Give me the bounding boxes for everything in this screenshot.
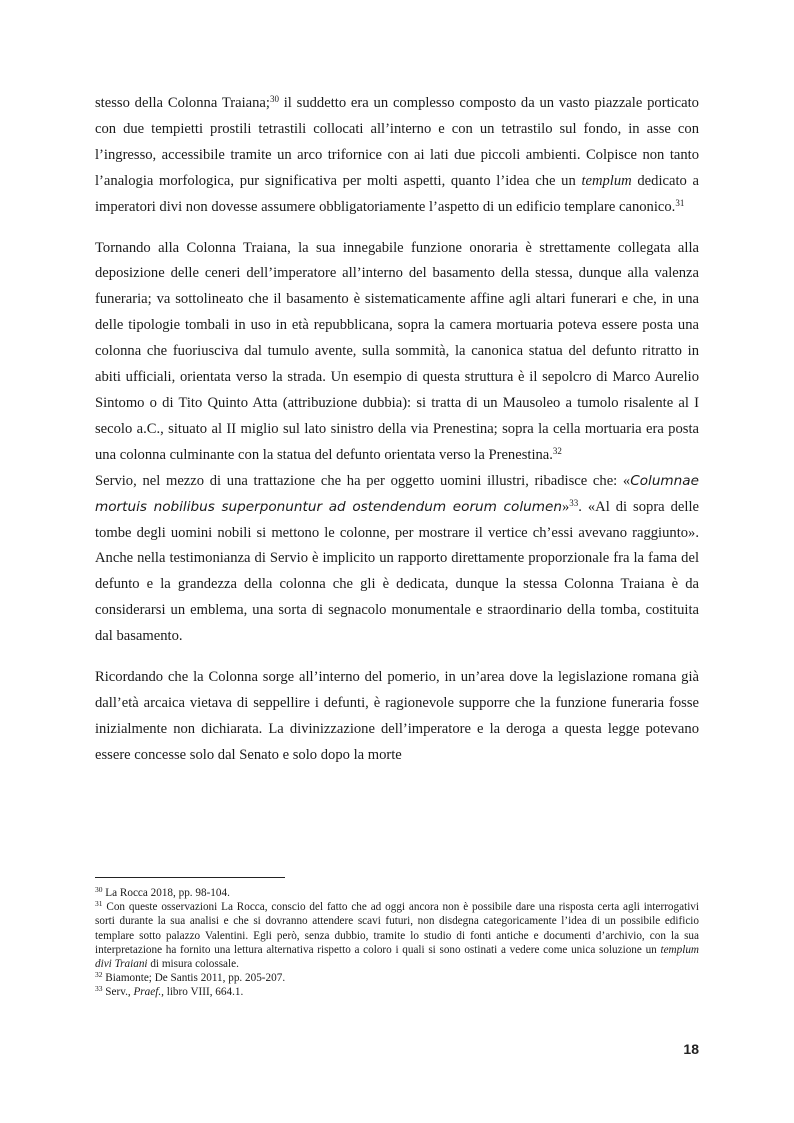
- paragraph-1: stesso della Colonna Traiana;$^{30}$ il suddetto era un complesso composto da un vasto piazzale porticato con due tempietti prostili tetrastili collocati all’interno e con un tetrastilo sul fondo, in asse con l’ingresso, accessibile tramite un arco trifornice con ai lati due piccoli ambienti. Colpisce non tanto l’analogia morfologica, pur significativa per molti aspetti, quanto l’idea che un templum dedicato a imperatori divi non dovesse assumere obbligatoriamente l’aspetto di un edificio templare canonico.$^{31}$: [95, 94, 699, 215]
- footnote-32: $^{32}$ Biamonte; De Santis 2011, pp. 205-207.: [95, 970, 286, 985]
- footnote-31: $^{31}$ Con queste osservazioni La Rocca, conscio del fatto che ad oggi ancora non è possibile dare una risposta certa agli interrogativi sorti durante la sua analisi e che si dovranno attendere scavi futuri, non disdegna categoricamente l’idea di un possibile edificio templare sotto palazzo Valentini. Egli però, senza dubbio, tramite lo studio di fonti antiche e documenti d’archivio, con la sua interpretazione ha fornito una lettura alternativa rispetto a coloro i quali si sono ostinati a vedere come unica soluzione un templum divi Traiani di misura colossale.: [95, 899, 699, 971]
- footnote-33: $^{33}$ Serv., Praef., libro VIII, 664.1.: [95, 984, 244, 999]
- paragraph-4: Ricordando che la Colonna sorge all’interno del pomerio, in un’area dove la legislazione romana già dall’età arcaica vietava di seppellire i defunti, è ragionevole supporre che la funzione funeraria fosse inizialmente non dichiarata. La divinizzazione dell’imperatore e la deroga a questa legge potevano essere concesse solo dal Senato e solo dopo la morte: [95, 669, 699, 763]
- page-number: 18: [683, 1041, 699, 1057]
- body-text: [95, 91, 699, 769]
- footnote-ref-30[interactable]: 30: [269, 94, 279, 104]
- footnote-separator: [95, 877, 285, 878]
- footnotes: [95, 886, 699, 1000]
- footnote-ref-33[interactable]: 33: [569, 497, 579, 508]
- footnote-30: $^{30}$ La Rocca 2018, pp. 98-104.: [95, 885, 230, 899]
- paragraph-2: Tornando alla Colonna Traiana, la sua innegabile funzione onoraria è strettamente collegata alla deposizione delle ceneri dell’imperatore all’interno del basamento della stessa, dunque alla valenza funeraria; va sottolineato che il basamento è sistematicamente affine agli altari funerari e che, in una delle tipologie tombali in uso in età repubblicana, sopra la camera mortuaria poteva essere posta una colonna che fuoriusciva dal tumulo avente, sulla sommità, la canonica statua del defunto ritratto in abiti ufficiali, orientata verso la strada. Un esempio di questa struttura è il sepolcro di Marco Aurelio Sintomo o di Tito Quinto Atta (attribuzione dubbia): si tratta di un Mausoleo a tumolo risalente al I secolo a.C., situato al II miglio sul lato sinistro della via Prenestina; sopra la cella mortuaria era posta una colonna culminante con la statua del defunto orientata verso la Prenestina.$^{32}$: [95, 239, 699, 463]
- footnote-ref-31[interactable]: 31: [675, 197, 685, 208]
- paragraph-3: Servio, nel mezzo di una trattazione che ha per oggetto uomini illustri, ribadisce che: «Columnae mortuis nobilibus superponuntur ad ostendendum eorum columen»$^{33}$. «Al di sopra delle tombe degli uomini nobili si mettono le colonne, per mostrare il vertice ch’essi avevano raggiunto». Anche nella testimonianza di Servio è implicito un rapporto direttamente proporzionale fra la fama del defunto e la grandezza della colonna che gli è dedicata, dunque la stessa Colonna Traiana è da considerarsi un emblema, una sorta di segnacolo monumentale e straordinario della tomba, costituita dal basamento.: [95, 472, 699, 645]
- footnote-ref-32[interactable]: 32: [552, 445, 562, 456]
- latin-quote: Columnae mortuis nobilibus superponuntur ad ostendendum eorum columen: [95, 472, 699, 515]
